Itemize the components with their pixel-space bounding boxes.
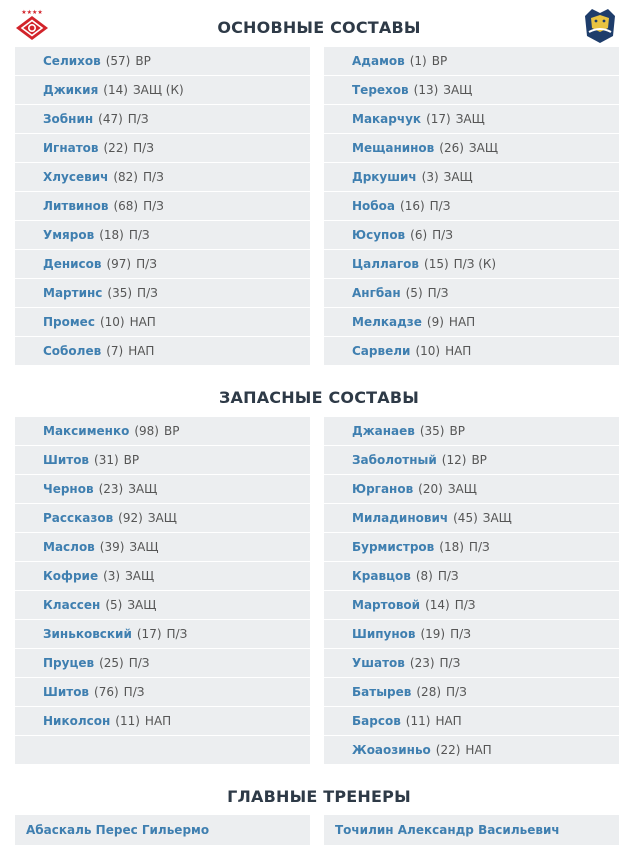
player-position: П/З — [454, 598, 476, 612]
player-number: (23) — [409, 656, 435, 670]
player-row — [15, 337, 310, 365]
player-name[interactable]: Шитов — [43, 453, 90, 467]
player-name[interactable]: Кравцов — [352, 569, 411, 583]
player-name[interactable]: Денисов — [43, 257, 102, 271]
player-name[interactable]: Батырев — [352, 685, 412, 699]
player-number: (20) — [418, 482, 443, 496]
starting-away-list — [324, 47, 619, 366]
player-name[interactable]: Заболотный — [352, 453, 437, 467]
player-row — [324, 620, 619, 648]
player-row — [15, 105, 310, 133]
player-position: НАП — [128, 344, 155, 358]
player-row — [15, 678, 310, 706]
player-row — [15, 279, 310, 307]
player-name[interactable]: Бурмистров — [352, 540, 435, 554]
player-name[interactable]: Хлусевич — [43, 170, 109, 184]
player-number: (6) — [410, 228, 428, 242]
player-name[interactable]: Барсов — [352, 714, 401, 728]
player-number: (17) — [136, 627, 162, 641]
player-row — [15, 504, 310, 532]
player-name[interactable]: Джикия — [43, 83, 99, 97]
player-row — [15, 134, 310, 162]
player-position: П/З — [446, 685, 467, 699]
player-number: (3) — [421, 170, 439, 184]
coach-away-name[interactable]: Точилин Александр Васильевич — [324, 815, 619, 845]
player-number: (92) — [118, 511, 143, 525]
player-name[interactable]: Шипунов — [352, 627, 416, 641]
player-row — [324, 533, 619, 561]
player-number: (22) — [435, 743, 461, 757]
player-row — [324, 475, 619, 503]
player-name[interactable]: Чернов — [43, 482, 94, 496]
player-number: (18) — [439, 540, 464, 554]
player-number: (45) — [453, 511, 478, 525]
player-position: П/З — [429, 199, 451, 213]
player-number: (18) — [99, 228, 124, 242]
player-row — [15, 475, 310, 503]
coaches-title: ГЛАВНЫЕ ТРЕНЕРЫ — [227, 786, 411, 806]
player-name[interactable]: Ангбан — [352, 286, 401, 300]
player-number: (15) — [424, 257, 449, 271]
player-position: ЗАЩ — [443, 83, 473, 97]
spartak-logo[interactable] — [14, 8, 50, 42]
player-number: (14) — [103, 83, 128, 97]
player-name[interactable]: Пруцев — [43, 656, 95, 670]
player-number: (22) — [103, 141, 129, 155]
empty-row — [15, 736, 310, 764]
player-position: П/З — [123, 685, 145, 699]
player-position: П/З — [437, 569, 459, 583]
player-row — [15, 192, 310, 220]
player-position: П/З — [468, 540, 490, 554]
player-position: НАП — [448, 315, 476, 329]
player-number: (82) — [113, 170, 138, 184]
player-row — [324, 279, 619, 307]
starting-lineups-title: ОСНОВНЫЕ СОСТАВЫ — [217, 17, 421, 37]
player-name[interactable]: Мартинс — [43, 286, 103, 300]
player-number: (11) — [405, 714, 431, 728]
player-position: П/З — [136, 257, 157, 271]
player-position: НАП — [445, 344, 472, 358]
player-name[interactable]: Мелкадзе — [352, 315, 422, 329]
player-row — [324, 192, 619, 220]
player-name[interactable]: Мартовой — [352, 598, 421, 612]
player-row — [15, 446, 310, 474]
player-position: ЗАЩ — [147, 511, 177, 525]
player-row — [324, 504, 619, 532]
player-number: (5) — [105, 598, 123, 612]
player-row — [15, 250, 310, 278]
coach-away — [324, 815, 619, 845]
player-number: (28) — [416, 685, 442, 699]
player-number: (35) — [107, 286, 133, 300]
player-number: (8) — [415, 569, 433, 583]
player-name[interactable]: Нобоа — [352, 199, 396, 213]
player-row — [15, 417, 310, 445]
player-name[interactable]: Кофрие — [43, 569, 99, 583]
player-position: П/З — [127, 112, 149, 126]
starting-home-list — [15, 47, 310, 366]
sochi-logo[interactable] — [582, 6, 618, 44]
player-name[interactable]: Шитов — [43, 685, 90, 699]
subs-home-list — [15, 417, 310, 765]
player-position: ЗАЩ — [125, 569, 155, 583]
player-position: ЗАЩ — [447, 482, 477, 496]
player-row — [324, 47, 619, 75]
player-row — [324, 736, 619, 764]
player-name[interactable]: Рассказов — [43, 511, 114, 525]
player-name[interactable]: Промес — [43, 315, 95, 329]
player-row — [15, 163, 310, 191]
player-row — [324, 76, 619, 104]
player-row — [15, 76, 310, 104]
player-row — [324, 221, 619, 249]
player-name[interactable]: Маслов — [43, 540, 95, 554]
player-number: (13) — [413, 83, 439, 97]
player-number: (9) — [426, 315, 444, 329]
player-row — [324, 591, 619, 619]
subs-away-list — [324, 417, 619, 765]
player-name[interactable]: Николсон — [43, 714, 111, 728]
coach-home — [15, 815, 310, 845]
subs-title: ЗАПАСНЫЕ СОСТАВЫ — [218, 387, 420, 407]
player-name[interactable]: Ушатов — [352, 656, 405, 670]
player-row — [15, 620, 310, 648]
player-number: (19) — [420, 627, 446, 641]
player-row — [324, 105, 619, 133]
player-number: (1) — [409, 54, 427, 68]
player-number: (10) — [99, 315, 125, 329]
player-number: (11) — [115, 714, 140, 728]
player-name[interactable]: Терехов — [352, 83, 409, 97]
player-row — [324, 649, 619, 677]
player-row — [324, 308, 619, 336]
player-position: ЗАЩ — [482, 511, 512, 525]
player-position: П/З — [432, 228, 453, 242]
player-position: П/З (К) — [453, 257, 497, 271]
player-number: (97) — [106, 257, 132, 271]
player-name[interactable]: Жоаозиньо — [352, 743, 431, 757]
player-row — [324, 250, 619, 278]
player-position: НАП — [129, 315, 156, 329]
player-position: НАП — [465, 743, 492, 757]
player-position: П/З — [128, 656, 150, 670]
player-number: (31) — [94, 453, 119, 467]
player-row — [324, 163, 619, 191]
player-number: (23) — [98, 482, 124, 496]
player-position: ЗАЩ — [455, 112, 485, 126]
player-name[interactable]: Юрганов — [352, 482, 414, 496]
player-number: (47) — [98, 112, 123, 126]
player-position: ЗАЩ — [443, 170, 473, 184]
player-number: (39) — [99, 540, 125, 554]
player-row — [15, 649, 310, 677]
svg-text:★★★★: ★★★★ — [21, 9, 43, 16]
player-number: (10) — [415, 344, 441, 358]
player-row — [324, 678, 619, 706]
player-name[interactable]: Литвинов — [43, 199, 109, 213]
player-number: (26) — [439, 141, 464, 155]
player-name[interactable]: Умяров — [43, 228, 95, 242]
player-name[interactable]: Максименко — [43, 424, 130, 438]
player-name[interactable]: Макарчук — [352, 112, 422, 126]
player-row — [15, 533, 310, 561]
player-row — [15, 562, 310, 590]
player-name[interactable]: Джанаев — [352, 424, 415, 438]
player-number: (17) — [426, 112, 451, 126]
player-position: НАП — [435, 714, 462, 728]
player-row — [15, 308, 310, 336]
player-number: (16) — [400, 199, 425, 213]
subs-header — [0, 382, 638, 412]
player-row — [15, 591, 310, 619]
player-name[interactable]: Юсупов — [352, 228, 406, 242]
player-row — [324, 134, 619, 162]
player-position: ВР — [135, 54, 151, 68]
player-name[interactable]: Адамов — [352, 54, 405, 68]
player-number: (35) — [419, 424, 445, 438]
coach-home-name[interactable]: Абаскаль Перес Гильермо — [15, 815, 310, 845]
player-position: П/З — [450, 627, 471, 641]
player-position: ВР — [123, 453, 140, 467]
player-position: НАП — [144, 714, 172, 728]
player-number: (3) — [103, 569, 121, 583]
player-position: П/З — [128, 228, 150, 242]
player-position: ВР — [449, 424, 465, 438]
player-position: П/З — [427, 286, 449, 300]
player-number: (12) — [441, 453, 467, 467]
player-name[interactable]: Мещанинов — [352, 141, 435, 155]
player-row — [324, 562, 619, 590]
player-row — [15, 47, 310, 75]
player-number: (25) — [99, 656, 124, 670]
player-number: (68) — [113, 199, 139, 213]
player-name[interactable]: Соболев — [43, 344, 102, 358]
player-row — [324, 417, 619, 445]
player-name[interactable]: Классен — [43, 598, 101, 612]
player-position: ЗАЩ — [468, 141, 498, 155]
player-name[interactable]: Игнатов — [43, 141, 99, 155]
player-position: ЗАЩ — [129, 540, 159, 554]
player-position: ВР — [471, 453, 487, 467]
player-number: (98) — [134, 424, 159, 438]
player-position: ЗАЩ — [128, 482, 158, 496]
player-position: П/З — [143, 199, 164, 213]
player-name[interactable]: Миладинович — [352, 511, 449, 525]
player-name[interactable]: Зиньковский — [43, 627, 132, 641]
player-position: П/З — [133, 141, 154, 155]
player-position: П/З — [439, 656, 461, 670]
player-position: ВР — [163, 424, 180, 438]
player-name[interactable]: Зобнин — [43, 112, 94, 126]
player-number: (5) — [405, 286, 423, 300]
player-number: (57) — [105, 54, 131, 68]
player-number: (7) — [106, 344, 124, 358]
player-position: П/З — [137, 286, 158, 300]
player-number: (76) — [94, 685, 119, 699]
player-row — [324, 707, 619, 735]
player-position: ЗАЩ — [127, 598, 157, 612]
player-row — [324, 337, 619, 365]
starting-lineups-header — [0, 12, 638, 42]
player-position: П/З — [143, 170, 164, 184]
player-row — [15, 707, 310, 735]
player-name[interactable]: Сарвели — [352, 344, 411, 358]
player-name[interactable]: Дркушич — [352, 170, 417, 184]
coaches-header — [0, 781, 638, 811]
player-name[interactable]: Цаллагов — [352, 257, 420, 271]
player-position: ВР — [431, 54, 448, 68]
player-row — [324, 446, 619, 474]
player-row — [15, 221, 310, 249]
player-position: ЗАЩ (К) — [132, 83, 184, 97]
player-position: П/З — [166, 627, 188, 641]
player-number: (14) — [425, 598, 450, 612]
player-name[interactable]: Селихов — [43, 54, 101, 68]
